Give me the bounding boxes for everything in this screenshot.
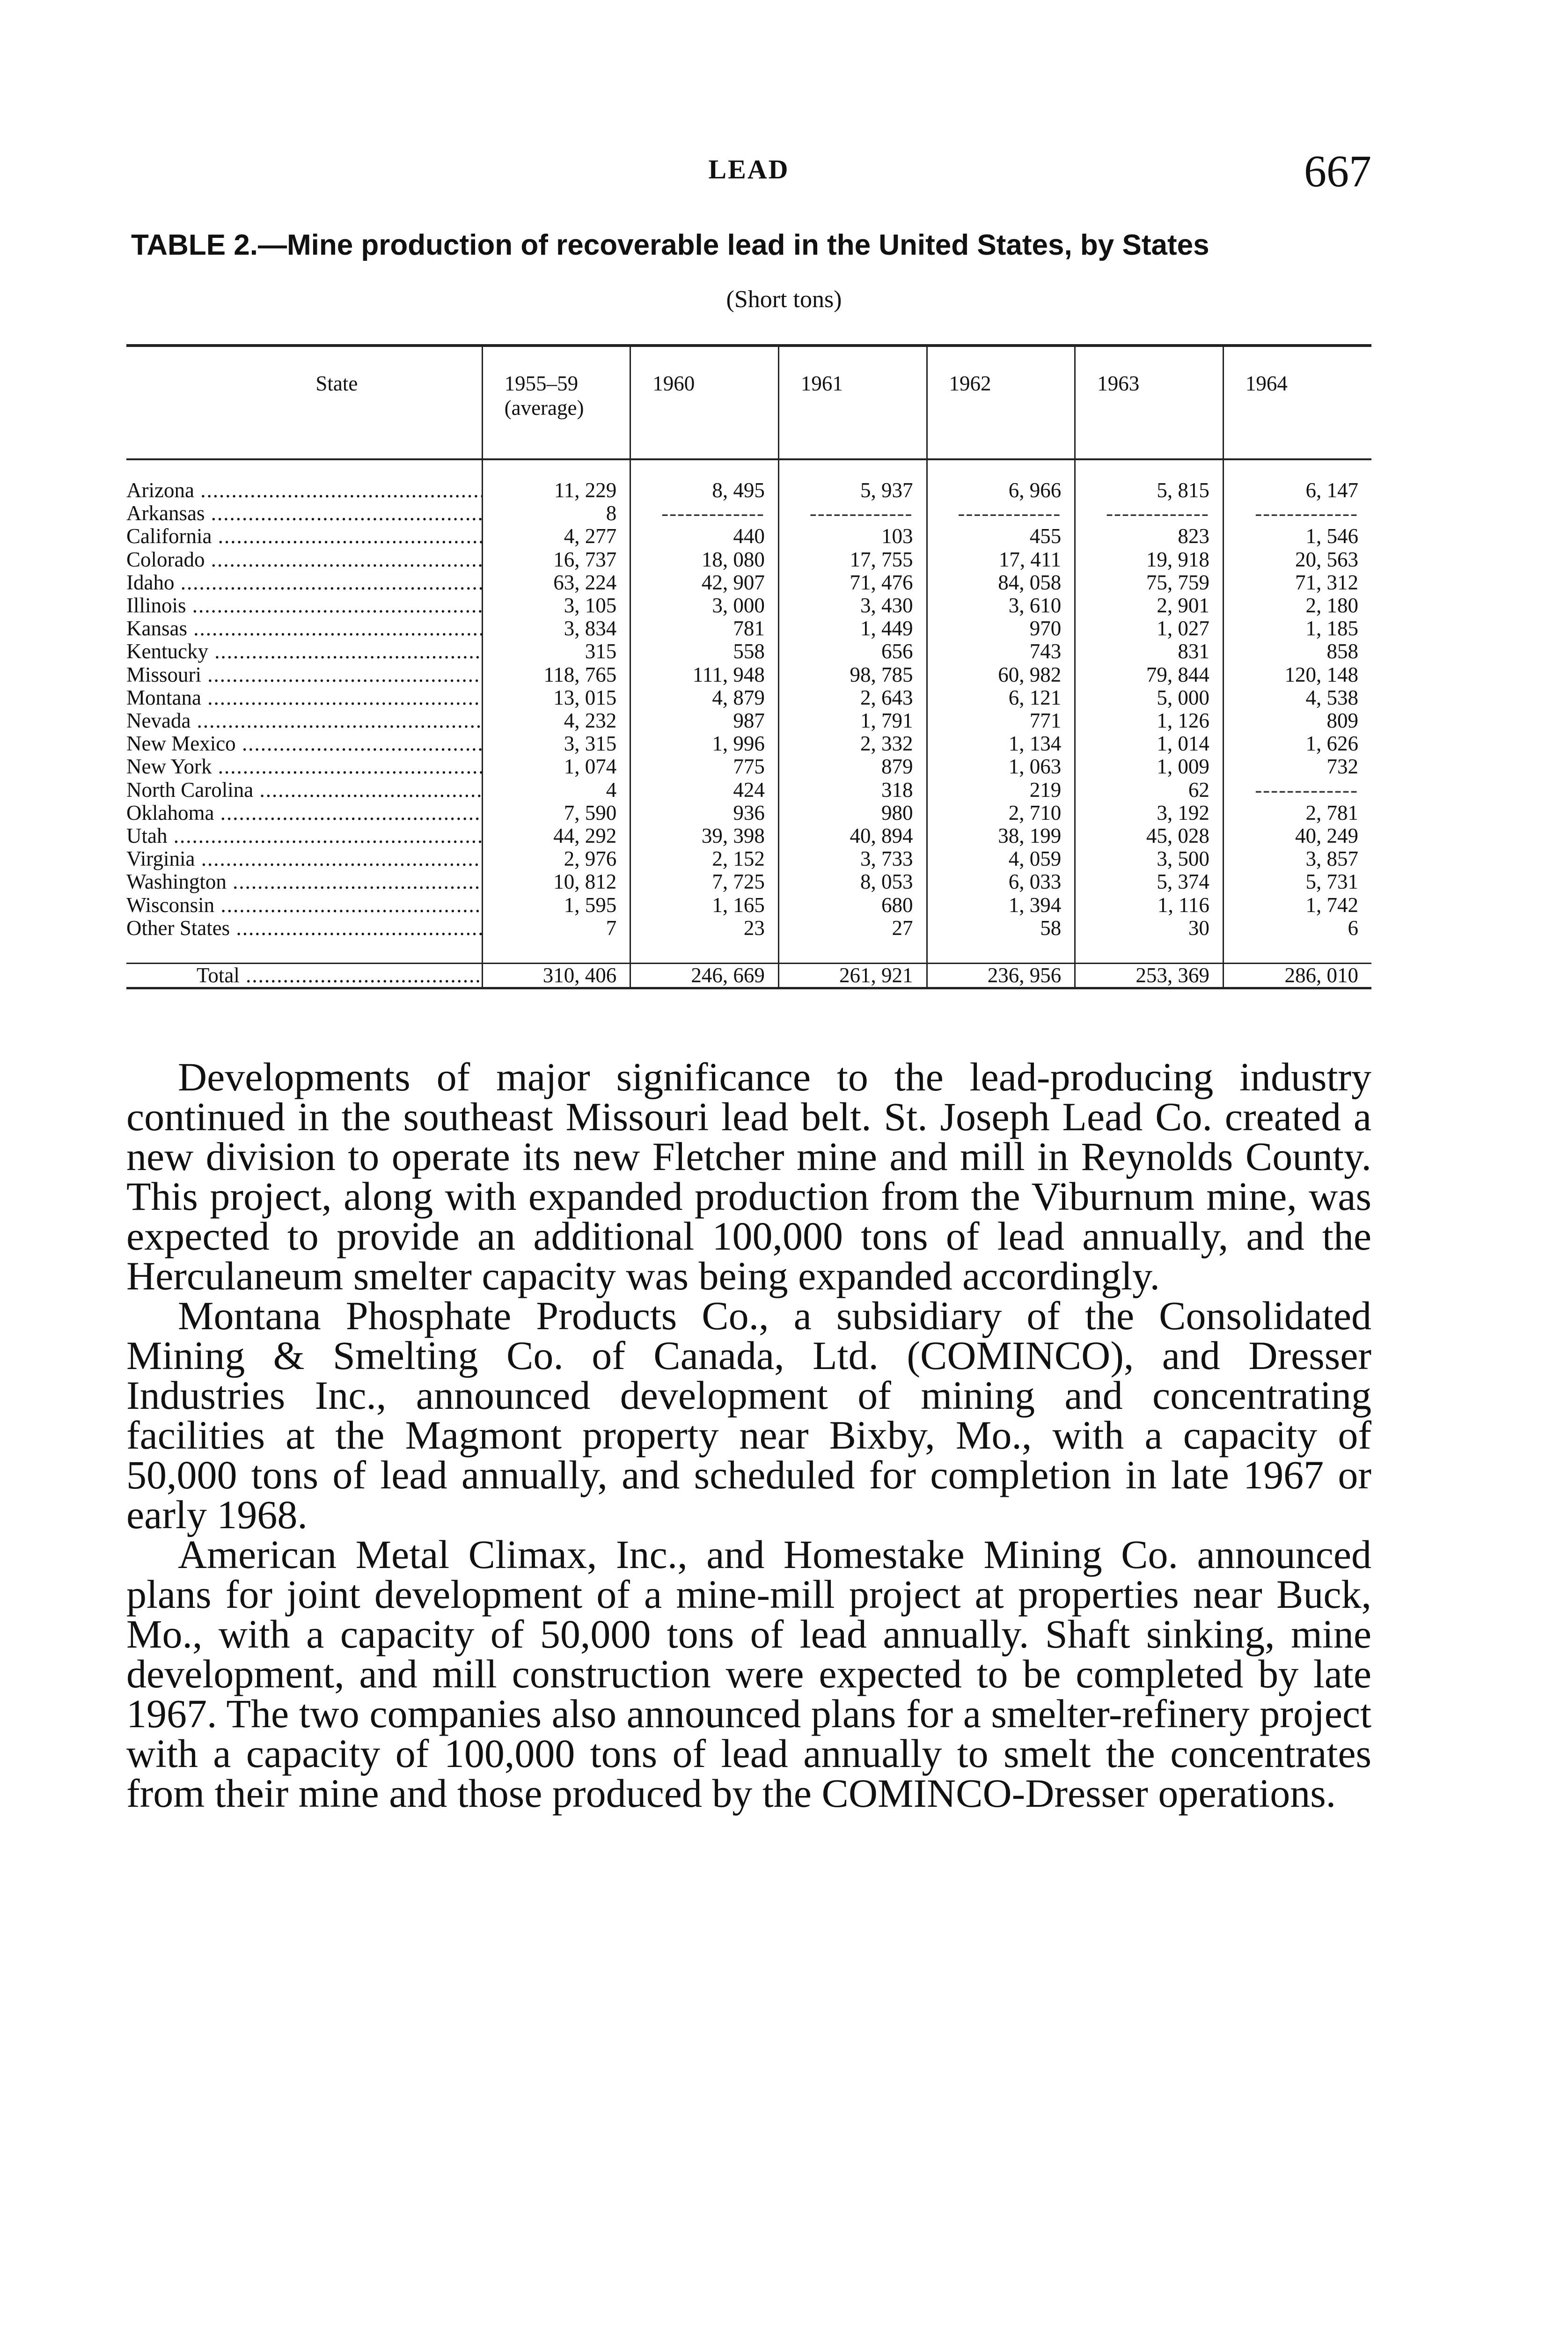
- value-cell: 18, 080: [630, 548, 779, 571]
- value-cell: 879: [778, 755, 927, 778]
- value-cell: 10, 812: [482, 870, 630, 893]
- total-value-cell: 246, 669: [630, 964, 779, 988]
- total-value-cell: 236, 956: [927, 964, 1075, 988]
- table-row: [126, 732, 1371, 755]
- value-cell: 60, 982: [927, 663, 1075, 686]
- column-header-1955-59-label: 1955–59 (average): [504, 372, 584, 420]
- table-row: [126, 779, 1371, 802]
- value-cell: 1, 626: [1223, 732, 1371, 755]
- empty-value-dashes: -------------: [1223, 502, 1371, 525]
- value-cell: 3, 315: [482, 732, 630, 755]
- value-cell: 6, 966: [927, 459, 1075, 502]
- value-cell: 98, 785: [778, 663, 927, 686]
- value-cell: 1, 185: [1223, 617, 1371, 640]
- value-cell: 5, 937: [778, 459, 927, 502]
- value-cell: 1, 134: [927, 732, 1075, 755]
- table-row: [126, 825, 1371, 847]
- state-name-cell: [126, 640, 482, 663]
- value-cell: 42, 907: [630, 571, 779, 594]
- value-cell: 3, 610: [927, 594, 1075, 617]
- value-cell: 771: [927, 709, 1075, 732]
- value-cell: 8: [482, 502, 630, 525]
- value-cell: 30: [1075, 917, 1224, 940]
- state-name-cell: [126, 802, 482, 825]
- value-cell: 656: [778, 640, 927, 663]
- value-cell: 1, 742: [1223, 894, 1371, 917]
- state-name-cell: [126, 779, 482, 802]
- value-cell: 84, 058: [927, 571, 1075, 594]
- value-cell: 936: [630, 802, 779, 825]
- value-cell: 11, 229: [482, 459, 630, 502]
- spacer-cell: [1075, 940, 1224, 964]
- state-name-cell: [126, 571, 482, 594]
- value-cell: 1, 116: [1075, 894, 1224, 917]
- value-cell: 775: [630, 755, 779, 778]
- state-name-cell: [126, 894, 482, 917]
- table-row: [126, 571, 1371, 594]
- total-value-cell: 310, 406: [482, 964, 630, 988]
- value-cell: 823: [1075, 525, 1224, 548]
- value-cell: 1, 595: [482, 894, 630, 917]
- value-cell: 781: [630, 617, 779, 640]
- value-cell: 831: [1075, 640, 1224, 663]
- value-cell: 1, 394: [927, 894, 1075, 917]
- state-name: Oklahoma .....: [126, 802, 482, 825]
- state-name: Colorado .....: [126, 548, 482, 571]
- value-cell: 2, 781: [1223, 802, 1371, 825]
- value-cell: 732: [1223, 755, 1371, 778]
- value-cell: 75, 759: [1075, 571, 1224, 594]
- value-cell: 1, 449: [778, 617, 927, 640]
- value-cell: 8, 053: [778, 870, 927, 893]
- production-table: [126, 344, 1371, 989]
- table-unit-note: (Short tons): [726, 286, 842, 313]
- state-name: Missouri .....: [126, 663, 482, 686]
- total-value-cell: 261, 921: [778, 964, 927, 988]
- table-row: [126, 502, 1371, 525]
- value-cell: 558: [630, 640, 779, 663]
- body-text: [126, 1054, 1371, 1816]
- value-cell: 987: [630, 709, 779, 732]
- state-name-cell: [126, 617, 482, 640]
- value-cell: 3, 105: [482, 594, 630, 617]
- state-name: Other States .....: [126, 917, 482, 940]
- paragraph-magmont-project: Montana Phosphate Products Co., a subsidiary of the Consolidated Mining & Smelting Co. of Canada, Ltd. (COMINCO), and Dresser Industries Inc., announced development of mining and concentrating facilities at the Magmont property near Bixby, Mo., with a capacity of 50,000 tons of lead annually, and scheduled for completion in late 1967 or early 1968.: [126, 1293, 1371, 1537]
- state-name: Arkansas .....: [126, 502, 482, 525]
- paragraph-missouri-developments: Developments of major significance to the lead-producing industry continued in the southeast Missouri lead belt. St. Joseph Lead Co. created a new division to operate its new Fletcher mine and mill in Reynolds County. This project, along with expanded production from the Viburnum mine, was expected to provide an additional 100,000 tons of lead annually, and the Herculaneum smelter capacity was being expanded accordingly.: [126, 1054, 1371, 1298]
- value-cell: 2, 901: [1075, 594, 1224, 617]
- value-cell: 58: [927, 917, 1075, 940]
- page-number: 667: [1304, 146, 1371, 196]
- state-name: California .....: [126, 525, 482, 548]
- value-cell: 4: [482, 779, 630, 802]
- value-cell: 1, 126: [1075, 709, 1224, 732]
- column-header-1962: 1962: [927, 346, 1075, 459]
- state-name: Arizona .....: [126, 479, 482, 502]
- value-cell: 2, 152: [630, 847, 779, 870]
- value-cell: 8, 495: [630, 459, 779, 502]
- value-cell: 16, 737: [482, 548, 630, 571]
- table-row: [126, 847, 1371, 870]
- value-cell: 1, 027: [1075, 617, 1224, 640]
- table-row: [126, 548, 1371, 571]
- value-cell: 2, 710: [927, 802, 1075, 825]
- total-label: Total .....: [197, 964, 482, 987]
- value-cell: 1, 063: [927, 755, 1075, 778]
- value-cell: 1, 791: [778, 709, 927, 732]
- value-cell: 79, 844: [1075, 663, 1224, 686]
- paragraph-buck-project: American Metal Climax, Inc., and Homestake Mining Co. announced plans for joint development of a mine-mill project at properties near Buck, Mo., with a capacity of 50,000 tons of lead annually. Shaft sinking, mine development, and mill construction were expected to be completed by late 1967. The two companies also announced plans for a smelter-refinery project with a capacity of 100,000 tons of lead annually to smelt the concentrates from their mine and those produced by the COMINCO-Dresser operations.: [126, 1532, 1371, 1816]
- value-cell: 970: [927, 617, 1075, 640]
- value-cell: 7, 725: [630, 870, 779, 893]
- empty-value-dashes: -------------: [778, 502, 927, 525]
- value-cell: 6: [1223, 917, 1371, 940]
- total-value-cell: 253, 369: [1075, 964, 1224, 988]
- total-row: [126, 964, 1371, 988]
- state-name-cell: [126, 917, 482, 940]
- value-cell: 4, 538: [1223, 686, 1371, 709]
- state-name: Idaho .....: [126, 571, 482, 594]
- column-header-1963: 1963: [1075, 346, 1224, 459]
- state-name-cell: [126, 709, 482, 732]
- total-value-cell: 286, 010: [1223, 964, 1371, 988]
- value-cell: 6, 033: [927, 870, 1075, 893]
- value-cell: 44, 292: [482, 825, 630, 847]
- state-name: Illinois .....: [126, 594, 482, 617]
- value-cell: 680: [778, 894, 927, 917]
- value-cell: 440: [630, 525, 779, 548]
- value-cell: 980: [778, 802, 927, 825]
- value-cell: 120, 148: [1223, 663, 1371, 686]
- page-title: LEAD: [708, 154, 790, 184]
- state-name: New Mexico .....: [126, 732, 482, 755]
- value-cell: 23: [630, 917, 779, 940]
- column-header-1960: 1960: [630, 346, 779, 459]
- value-cell: 118, 765: [482, 663, 630, 686]
- value-cell: 4, 879: [630, 686, 779, 709]
- empty-value-dashes: -------------: [630, 502, 779, 525]
- spacer-cell: [1223, 940, 1371, 964]
- state-name-cell: [126, 594, 482, 617]
- value-cell: 455: [927, 525, 1075, 548]
- value-cell: 17, 411: [927, 548, 1075, 571]
- column-header-1964: 1964: [1223, 346, 1371, 459]
- value-cell: 40, 249: [1223, 825, 1371, 847]
- value-cell: 743: [927, 640, 1075, 663]
- table-row: [126, 686, 1371, 709]
- state-name-cell: [126, 732, 482, 755]
- value-cell: 3, 000: [630, 594, 779, 617]
- table-header-row: [126, 346, 1371, 459]
- spacer-cell: [927, 940, 1075, 964]
- value-cell: 13, 015: [482, 686, 630, 709]
- value-cell: 40, 894: [778, 825, 927, 847]
- value-cell: 71, 476: [778, 571, 927, 594]
- state-name-cell: [126, 663, 482, 686]
- value-cell: 71, 312: [1223, 571, 1371, 594]
- table-row: [126, 617, 1371, 640]
- state-name-cell: [126, 825, 482, 847]
- table-caption: TABLE 2.—Mine production of recoverable lead in the United States, by States: [131, 229, 1209, 261]
- value-cell: 39, 398: [630, 825, 779, 847]
- table-row: [126, 459, 1371, 502]
- state-name: Montana .....: [126, 686, 482, 709]
- value-cell: 27: [778, 917, 927, 940]
- column-header-1955-59: [482, 346, 630, 459]
- value-cell: 1, 546: [1223, 525, 1371, 548]
- value-cell: 7, 590: [482, 802, 630, 825]
- empty-value-dashes: -------------: [927, 502, 1075, 525]
- state-name-cell: [126, 459, 482, 502]
- empty-value-dashes: -------------: [1075, 502, 1224, 525]
- value-cell: 38, 199: [927, 825, 1075, 847]
- state-name-cell: [126, 847, 482, 870]
- table-row: [126, 594, 1371, 617]
- state-name-cell: [126, 525, 482, 548]
- table-row: [126, 663, 1371, 686]
- value-cell: 2, 332: [778, 732, 927, 755]
- value-cell: 424: [630, 779, 779, 802]
- table-row: [126, 525, 1371, 548]
- table-row: [126, 802, 1371, 825]
- value-cell: 17, 755: [778, 548, 927, 571]
- value-cell: 19, 918: [1075, 548, 1224, 571]
- value-cell: 3, 733: [778, 847, 927, 870]
- value-cell: 6, 147: [1223, 459, 1371, 502]
- value-cell: 20, 563: [1223, 548, 1371, 571]
- state-name-cell: [126, 755, 482, 778]
- state-name: North Carolina .....: [126, 779, 482, 802]
- value-cell: 3, 192: [1075, 802, 1224, 825]
- column-header-1961: 1961: [778, 346, 927, 459]
- value-cell: 1, 074: [482, 755, 630, 778]
- state-name-cell: [126, 502, 482, 525]
- table-row: [126, 870, 1371, 893]
- spacer-cell: [630, 940, 779, 964]
- value-cell: 1, 996: [630, 732, 779, 755]
- table-spacer-row: [126, 940, 1371, 964]
- total-label-cell: [126, 964, 482, 988]
- table-row: [126, 917, 1371, 940]
- state-name: Kansas .....: [126, 617, 482, 640]
- spacer-cell: [126, 940, 482, 964]
- table-body: [126, 459, 1371, 988]
- value-cell: 5, 374: [1075, 870, 1224, 893]
- value-cell: 3, 430: [778, 594, 927, 617]
- value-cell: 1, 165: [630, 894, 779, 917]
- value-cell: 1, 014: [1075, 732, 1224, 755]
- value-cell: 315: [482, 640, 630, 663]
- state-name: Washington .....: [126, 870, 482, 893]
- value-cell: 3, 500: [1075, 847, 1224, 870]
- value-cell: 62: [1075, 779, 1224, 802]
- value-cell: 6, 121: [927, 686, 1075, 709]
- value-cell: 318: [778, 779, 927, 802]
- running-head: [126, 146, 1371, 205]
- value-cell: 7: [482, 917, 630, 940]
- value-cell: 45, 028: [1075, 825, 1224, 847]
- table-row: [126, 755, 1371, 778]
- state-name: Nevada .....: [126, 709, 482, 732]
- value-cell: 4, 277: [482, 525, 630, 548]
- table-row: [126, 709, 1371, 732]
- column-header-state: State: [126, 346, 482, 459]
- value-cell: 4, 059: [927, 847, 1075, 870]
- state-name: Virginia .....: [126, 847, 482, 870]
- empty-value-dashes: -------------: [1223, 779, 1371, 802]
- value-cell: 219: [927, 779, 1075, 802]
- state-name-cell: [126, 870, 482, 893]
- spacer-cell: [482, 940, 630, 964]
- value-cell: 3, 834: [482, 617, 630, 640]
- value-cell: 858: [1223, 640, 1371, 663]
- value-cell: 4, 232: [482, 709, 630, 732]
- value-cell: 809: [1223, 709, 1371, 732]
- value-cell: 111, 948: [630, 663, 779, 686]
- value-cell: 103: [778, 525, 927, 548]
- spacer-cell: [778, 940, 927, 964]
- state-name: Wisconsin .....: [126, 894, 482, 917]
- value-cell: 1, 009: [1075, 755, 1224, 778]
- value-cell: 63, 224: [482, 571, 630, 594]
- state-name-cell: [126, 686, 482, 709]
- value-cell: 2, 976: [482, 847, 630, 870]
- state-name-cell: [126, 548, 482, 571]
- value-cell: 5, 731: [1223, 870, 1371, 893]
- value-cell: 3, 857: [1223, 847, 1371, 870]
- value-cell: 2, 643: [778, 686, 927, 709]
- state-name: New York .....: [126, 755, 482, 778]
- state-name: Utah .....: [126, 825, 482, 847]
- table-row: [126, 894, 1371, 917]
- lead-production-table: [126, 344, 1371, 989]
- value-cell: 5, 815: [1075, 459, 1224, 502]
- table-row: [126, 640, 1371, 663]
- value-cell: 2, 180: [1223, 594, 1371, 617]
- state-name: Kentucky .....: [126, 640, 482, 663]
- value-cell: 5, 000: [1075, 686, 1224, 709]
